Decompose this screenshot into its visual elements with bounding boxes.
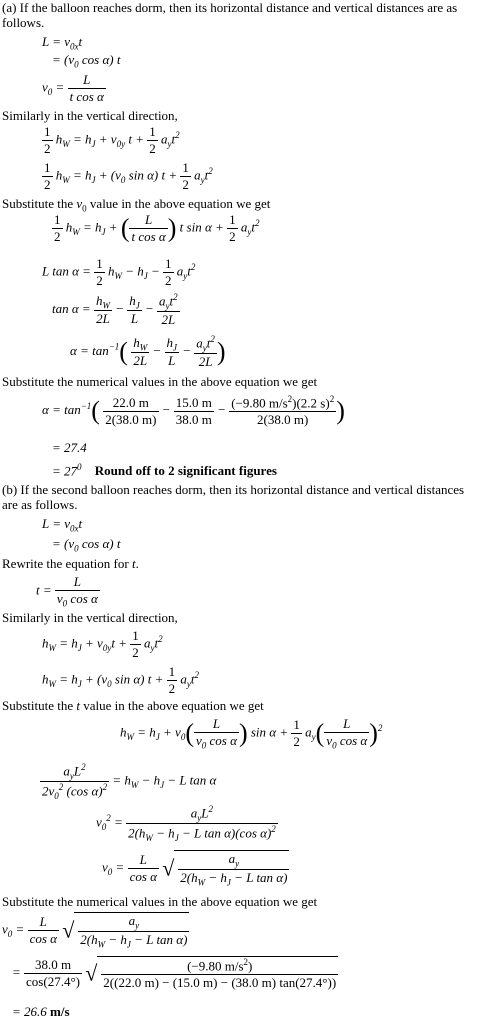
part-a-numerical-text: Substitute the numerical values in the above equation we get xyxy=(2,374,318,389)
eq-b-numeric: = $\frac{38.0 m}{\cos(27.4^\circ)}$ √ $\frac{(-9.80 m/s^2)}{2((22.0 m) - (15.0 m) - (38.0 m) \tan(27.4^\circ))}$ xyxy=(12,957,337,991)
eq-tan-alpha: tan α = $\frac{h_W}{2L}$ − $\frac{h_J}{L}$ − $\frac{a_yt^2}{2L}$ xyxy=(52,292,178,327)
eq-alpha: $\alpha = \tan^{-1}$( $\frac{h_W}{2L}$ − $\frac{h_J}{L}$ − $\frac{a_yt^2}{2L}$ ) xyxy=(70,334,226,369)
eq-b-horizontal: $L = v_{0x}t$ xyxy=(42,516,83,534)
part-b-intro: (b) If the second balloon reaches dorm, then its horizontal distance and vertical distances are as follows. xyxy=(2,482,465,512)
eq-horizontal-distance-expanded: = ($v_0$ cos α) t xyxy=(52,52,121,70)
eq-v0: $v_0$ = $\frac{L}{\text{t cos α}}$ xyxy=(42,72,104,104)
eq-b-vertical-1: $h_W = h_J + v_{0y}t$ + $\frac{1}{2}$ $a_yt^2$ xyxy=(42,628,163,660)
eq-b-mid: $\frac{a_yL^2}{2v_0^2 (\cos \alpha)^2}$ = $h_W - h_J - L$ tan α xyxy=(42,762,217,801)
substitute-v0-text: Substitute the $v_0$ value in the above equation we get xyxy=(2,196,271,214)
eq-b-v0: $v_0$ = $\frac{L}{\text{cos α}}$ √ $\frac{a_y}{2(h_W - h_J - L \tan \alpha)}$ xyxy=(102,851,288,888)
result-27: = $27^0$ Round off to 2 significant figures xyxy=(52,462,277,479)
eq-vertical-1: $\frac{1}{2}$ $h_W = h_J + v_{0y}$ t + $\frac{1}{2}$ $a_yt^2$ xyxy=(44,124,180,156)
eq-horizontal-distance: $L = v_{0x}t$ xyxy=(42,34,83,52)
substitute-t-text: Substitute the t value in the above equation we get xyxy=(2,698,264,713)
final-result: = 26.6 m/s xyxy=(12,1004,70,1019)
result-27-4: = 27.4 xyxy=(52,440,87,455)
eq-vertical-2: $\frac{1}{2}$ $h_W = h_J + (v_0$ sin α) t + $\frac{1}{2}$ $a_yt^2$ xyxy=(44,160,213,192)
round-off-note: Round off to 2 significant figures xyxy=(94,463,277,479)
eq-b-v0-restated: $v_0$ = $\frac{L}{\text{cos α}}$ √ $\frac{a_y}{2(h_W - h_J - L \tan \alpha)}$ xyxy=(2,913,188,950)
part-a-intro: (a) If the balloon reaches dorm, then its horizontal distance and vertical distances are as follows. xyxy=(2,0,458,30)
eq-t: t = $\frac{L}{v_0 \cos \alpha}$ xyxy=(36,574,98,609)
part-b-numerical-text: Substitute the numerical values in the above equation we get xyxy=(2,894,318,909)
eq-b-vertical-2: $h_W = h_J + (v_0$ sin α) t + $\frac{1}{2}$ $a_yt^2$ xyxy=(42,664,199,696)
eq-substituted: $\frac{1}{2}$ $h_W = h_J$ + ( $\frac{L}{\text{t cos α}}$ ) t sin α + $\frac{1}{2}$ $a_yt^2$ xyxy=(54,212,260,244)
eq-b-v0-squared: $v_0^2$ = $\frac{a_yL^2}{2(h_W - h_J - L \tan \alpha)(\cos \alpha)^2}$ xyxy=(96,804,276,843)
part-b-vertical-text: Similarly in the vertical direction, xyxy=(2,610,178,625)
part-a-vertical-text: Similarly in the vertical direction, xyxy=(2,108,178,123)
eq-alpha-numeric: $\alpha = \tan^{-1}$( $\frac{22.0 m}{2(38.0 m)}$ − $\frac{15.0 m}{38.0 m}$ − $\frac{(-9.80 m/s^2)(2.2 s)^2}{2(38.0 m)}$ ) xyxy=(42,394,345,428)
eq-b-substituted: $h_W = h_J + v_0$( $\frac{L}{v_0 \cos \alpha}$ ) sin α + $\frac{1}{2}$ $a_y$( $\frac{L}{v_0 \cos \alpha}$ )$^2$ xyxy=(120,716,383,751)
eq-ltan: L tan α = $\frac{1}{2}$ $h_W - h_J$ − $\frac{1}{2}$ $a_yt^2$ xyxy=(42,256,196,288)
rewrite-text: Rewrite the equation for t. xyxy=(2,556,139,571)
eq-b-horizontal-expanded: = ($v_0$ cos α) t xyxy=(52,536,121,554)
